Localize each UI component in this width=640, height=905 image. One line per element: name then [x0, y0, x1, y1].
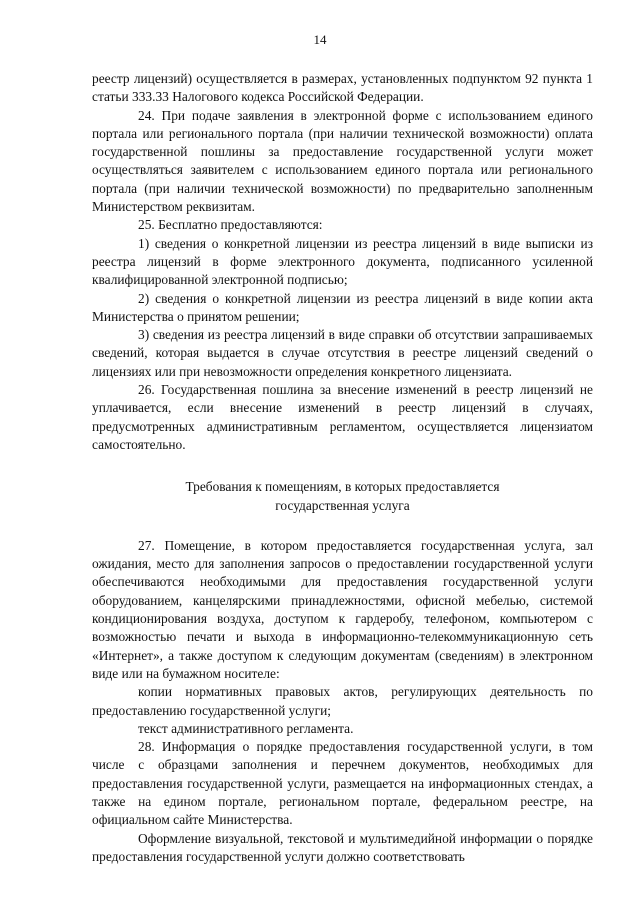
paragraph: 27. Помещение, в котором предоставляется государственная услуга, зал ожидания, место для заполнения запросов о предоставлении государственной услуги обеспечиваются необходимыми для предоставления государственной услуги оборудованием, канцелярскими принадлежностями, офисной мебелью, системой кондиционирования воздуха, доступом к гардеробу, телефоном, компьютером с возможностью печати и выхода в информационно-телекоммуникационную сеть «Интернет», а также доступом к следующим документам (сведениям) в электронном виде или на бумажном носителе:	[92, 537, 593, 681]
page-number: 14	[313, 32, 327, 47]
paragraph: текст административного регламента.	[138, 720, 354, 736]
paragraph: 1) сведения о конкретной лицензии из реестра лицензий в виде выписки из реестра лицензий в форме электронного документа, подписанного усиленной квалифицированной электронной подписью;	[92, 235, 593, 288]
section-heading	[92, 478, 593, 515]
paragraph: 26. Государственная пошлина за внесение изменений в реестр лицензий не уплачивается, если внесение изменений в реестр лицензий в случаях, предусмотренных административным регламентом, осуществляется лицензиатом самостоятельно.	[92, 382, 593, 452]
paragraph: реестр лицензий) осуществляется в размерах, установленных подпунктом 92 пункта 1 статьи 333.33 Налогового кодекса Российской Федерации.	[92, 71, 593, 105]
section-heading-line: государственная услуга	[275, 497, 410, 513]
section-heading-line: Требования к помещениям, в которых предоставляется	[185, 479, 500, 495]
paragraph: 25. Бесплатно предоставляются:	[138, 217, 323, 233]
paragraph: 24. При подаче заявления в электронной форме с использованием единого портала или регионального портала (при наличии технической возможности) оплата государственной пошлины за предоставление государственной услуги может осуществляться заявителем с использованием единого портала или регионального портала (при наличии технической возможности) по предварительно заполненным Министерством реквизитам.	[92, 107, 593, 215]
paragraph: копии нормативных правовых актов, регулирующих деятельность по предоставлению государственной услуги;	[92, 684, 593, 718]
paragraph: Оформление визуальной, текстовой и мультимедийной информации о порядке предоставления государственной услуги должно соответствовать	[92, 830, 593, 864]
paragraph: 2) сведения о конкретной лицензии из реестра лицензий в виде копии акта Министерства о принятом решении;	[92, 290, 593, 324]
paragraph: 28. Информация о порядке предоставления государственной услуги, в том числе с образцами заполнения и перечнем документов, необходимых для предоставления государственной услуги, размещается на информационных стендах, а также на едином портале, региональном портале, федеральном реестре, на официальном сайте Министерства.	[92, 739, 593, 828]
paragraph: 3) сведения из реестра лицензий в виде справки об отсутствии запрашиваемых сведений, которая выдается в случае отсутствия в реестре лицензий сведений о лицензиях или при невозможности определения конкретного лицензиата.	[92, 327, 593, 379]
document-body	[92, 70, 593, 866]
